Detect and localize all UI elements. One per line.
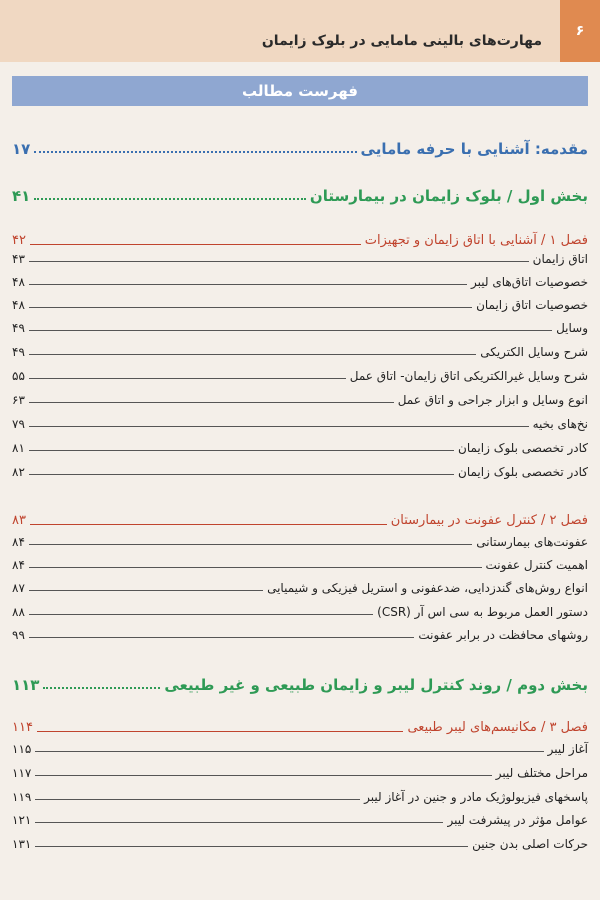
toc-item-label: وسایل: [556, 321, 588, 335]
toc-item-label: دستور العمل مربوط به سی اس آر (CSR): [377, 605, 588, 619]
toc-item-label: اتاق زایمان: [532, 252, 588, 266]
toc-entry-page: ۱۷: [12, 140, 31, 158]
toc-item[interactable]: [12, 345, 588, 359]
toc-item-label: شرح وسایل الکتریکی: [480, 345, 588, 359]
toc-entry-page: ۸۳: [12, 513, 26, 528]
dot-leader: [34, 198, 306, 200]
toc-item[interactable]: [12, 628, 588, 642]
toc-item[interactable]: [12, 837, 588, 851]
toc-item[interactable]: [12, 298, 588, 312]
toc-item-label: روشهای محافظت در برابر عفونت: [418, 628, 588, 642]
toc-item-page: ۴۸: [12, 298, 25, 312]
toc-item-label: عفونت‌های بیمارستانی: [476, 535, 588, 549]
toc-item[interactable]: [12, 535, 588, 549]
toc-item-page: ۱۳۱: [12, 837, 32, 851]
leader-line: [37, 731, 404, 732]
toc-chapter3-entry[interactable]: [12, 720, 588, 735]
toc-entry-page: ۴۲: [12, 233, 26, 248]
toc-item-label: شرح وسایل غیرالکتریکی اتاق زایمان- اتاق عمل: [349, 369, 588, 383]
toc-item[interactable]: [12, 465, 588, 479]
toc-item-label: انوع وسایل و ابزار جراحی و اتاق عمل: [397, 393, 588, 407]
toc-entry-label: فصل ۱ / آشنایی با اتاق زایمان و تجهیزات: [364, 233, 588, 248]
toc-item-label: کادر تخصصی بلوک زایمان: [458, 465, 588, 479]
page-header: [0, 0, 600, 62]
leader-line: [35, 799, 360, 800]
toc-entry-page: ۱۱۳: [12, 676, 40, 694]
leader-line: [29, 637, 414, 638]
leader-line: [29, 307, 472, 308]
leader-line: [29, 544, 472, 545]
toc-item-page: ۴۹: [12, 345, 25, 359]
toc-entry-label: بخش اول / بلوک زایمان در بیمارستان: [309, 187, 588, 205]
toc-part1-entry[interactable]: [12, 187, 588, 205]
toc-item-label: خصوصیات اتاق‌های لیبر: [471, 275, 588, 289]
toc-item-page: ۸۸: [12, 605, 25, 619]
toc-item-page: ۸۴: [12, 558, 25, 572]
toc-chapter2-entry[interactable]: [12, 513, 588, 528]
toc-item-label: نخ‌های بخیه: [532, 417, 588, 431]
toc-item-page: ۸۷: [12, 581, 25, 595]
toc-item-page: ۴۸: [12, 275, 25, 289]
leader-line: [29, 567, 482, 568]
toc-entry-label: فصل ۳ / مکانیسم‌های لیبر طبیعی: [407, 720, 588, 735]
toc-item-label: اهمیت کنترل عفونت: [485, 558, 588, 572]
toc-item-page: ۹۹: [12, 628, 25, 642]
toc-item[interactable]: [12, 790, 588, 804]
toc-item[interactable]: [12, 252, 588, 266]
toc-item[interactable]: [12, 581, 588, 595]
leader-line: [29, 261, 529, 262]
leader-line: [30, 524, 387, 525]
toc-item-label: عوامل مؤثر در پیشرفت لیبر: [447, 813, 588, 827]
leader-line: [35, 775, 491, 776]
leader-line: [29, 474, 454, 475]
toc-item-page: ۴۳: [12, 252, 25, 266]
leader-line: [29, 450, 454, 451]
leader-line: [30, 244, 361, 245]
toc-item[interactable]: [12, 813, 588, 827]
toc-title: فهرست مطالب: [12, 76, 588, 106]
toc-item[interactable]: [12, 441, 588, 455]
toc-entry-page: ۱۱۴: [12, 720, 33, 735]
leader-line: [29, 330, 552, 331]
dot-leader: [34, 151, 356, 153]
toc-item[interactable]: [12, 417, 588, 431]
toc-item-page: ۶۳: [12, 393, 25, 407]
toc-item[interactable]: [12, 321, 588, 335]
toc-item-label: خصوصیات اتاق زایمان: [476, 298, 588, 312]
leader-line: [35, 846, 468, 847]
leader-line: [29, 614, 373, 615]
toc-item-page: ۸۲: [12, 465, 25, 479]
toc-item[interactable]: [12, 766, 588, 780]
leader-line: [29, 354, 476, 355]
leader-line: [29, 284, 467, 285]
page-number: ۶: [560, 0, 600, 62]
dot-leader: [43, 687, 160, 689]
leader-line: [35, 822, 443, 823]
leader-line: [29, 590, 263, 591]
toc-item-label: انواع روش‌های گندزدایی، ضدعفونی و استریل فیزیکی و شیمیایی: [267, 581, 588, 595]
toc-item-page: ۱۱۷: [12, 766, 32, 780]
toc-entry-page: ۴۱: [12, 187, 31, 205]
leader-line: [29, 378, 346, 379]
toc-item-page: ۱۱۹: [12, 790, 32, 804]
toc-item-page: ۷۹: [12, 417, 25, 431]
toc-item-page: ۵۵: [12, 369, 25, 383]
toc-item-page: ۸۱: [12, 441, 25, 455]
toc-item-label: کادر تخصصی بلوک زایمان: [458, 441, 588, 455]
toc-intro-entry[interactable]: [12, 140, 588, 158]
toc-entry-label: بخش دوم / روند کنترل لیبر و زایمان طبیعی و غیر طبیعی: [164, 676, 588, 694]
toc-item[interactable]: [12, 742, 588, 756]
leader-line: [29, 426, 529, 427]
toc-item-page: ۱۱۵: [12, 742, 32, 756]
toc-part2-entry[interactable]: [12, 676, 588, 694]
toc-item[interactable]: [12, 605, 588, 619]
toc-item[interactable]: [12, 369, 588, 383]
toc-item-label: حرکات اصلی بدن جنین: [472, 837, 588, 851]
toc-item-page: ۴۹: [12, 321, 25, 335]
toc-item-label: آغاز لیبر: [547, 742, 588, 756]
toc-item-page: ۸۴: [12, 535, 25, 549]
toc-chapter1-entry[interactable]: [12, 233, 588, 248]
leader-line: [29, 402, 394, 403]
toc-entry-label: مقدمه: آشنایی با حرفه مامایی: [360, 140, 588, 158]
leader-line: [35, 751, 543, 752]
toc-item-page: ۱۲۱: [12, 813, 32, 827]
toc-entry-label: فصل ۲ / کنترل عفونت در بیمارستان: [390, 513, 588, 528]
toc-item[interactable]: [12, 558, 588, 572]
toc-item[interactable]: [12, 393, 588, 407]
toc-item[interactable]: [12, 275, 588, 289]
toc-item-label: پاسخهای فیزیولوژیک مادر و جنین در آغاز لیبر: [364, 790, 588, 804]
toc-item-label: مراحل مختلف لیبر: [495, 766, 588, 780]
book-title: مهارت‌های بالینی مامایی در بلوک زایمان: [261, 33, 542, 49]
